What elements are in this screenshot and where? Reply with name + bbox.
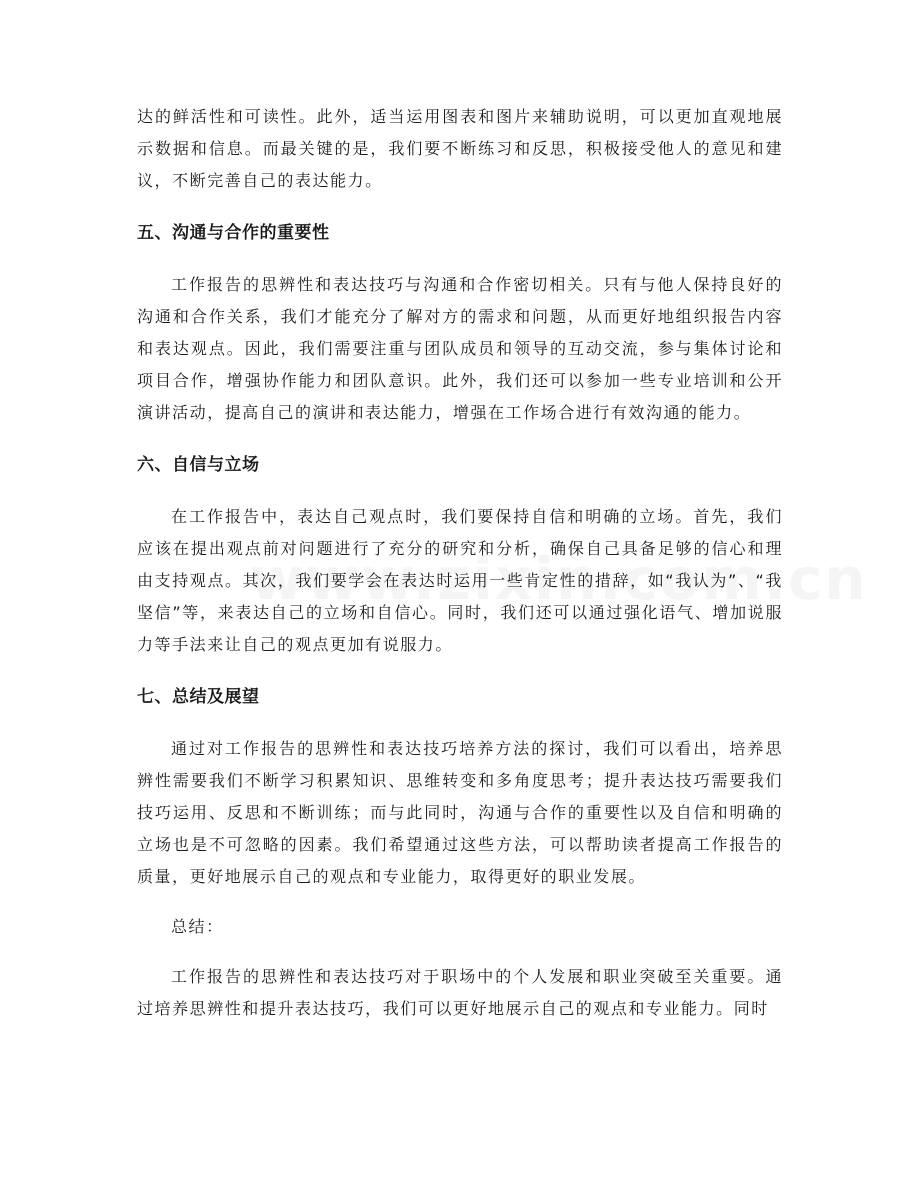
intro-paragraph: 达的鲜活性和可读性。此外，适当运用图表和图片来辅助说明，可以更加直观地展示数据和信息。而最关键的是，我们要不断练习和反思，积极接受他人的意见和建议，不断完善自己的表达能力。 [137, 107, 783, 190]
section-heading-confidence: 六、自信与立场 [137, 455, 260, 475]
section-heading-summary-outlook: 七、总结及展望 [137, 687, 260, 707]
summary-label: 总结： [171, 917, 224, 936]
section-heading-communication: 五、沟通与合作的重要性 [137, 223, 330, 243]
document-body [137, 101, 783, 1025]
section-paragraph-confidence: 在工作报告中，表达自己观点时，我们要保持自信和明确的立场。首先，我们应该在提出观点前对问题进行了充分的研究和分析，确保自己具备足够的信心和理由支持观点。其次，我们要学会在表达时运用一些肯定性的措辞，如“我认为”、“我坚信”等，来表达自己的立场和自信心。同时，我们还可以通过强化语气、增加说服力等手法来让自己的观点更加有说服力。 [137, 507, 783, 654]
section-paragraph-summary-outlook: 通过对工作报告的思辨性和表达技巧培养方法的探讨，我们可以看出，培养思辨性需要我们不断学习积累知识、思维转变和多角度思考；提升表达技巧需要我们技巧运用、反思和不断训练；而与此同时，沟通与合作的重要性以及自信和明确的立场也是不可忽略的因素。我们希望通过这些方法，可以帮助读者提高工作报告的质量，更好地展示自己的观点和专业能力，取得更好的职业发展。 [137, 739, 783, 886]
section-paragraph-communication: 工作报告的思辨性和表达技巧与沟通和合作密切相关。只有与他人保持良好的沟通和合作关系，我们才能充分了解对方的需求和问题，从而更好地组织报告内容和表达观点。因此，我们需要注重与团队成员和领导的互动交流，参与集体讨论和项目合作，增强协作能力和团队意识。此外，我们还可以参加一些专业培训和公开演讲活动，提高自己的演讲和表达能力，增强在工作场合进行有效沟通的能力。 [137, 275, 783, 422]
summary-paragraph: 工作报告的思辨性和表达技巧对于职场中的个人发展和职业突破至关重要。通过培养思辨性和提升表达技巧，我们可以更好地展示自己的观点和专业能力。同时 [137, 967, 783, 1018]
